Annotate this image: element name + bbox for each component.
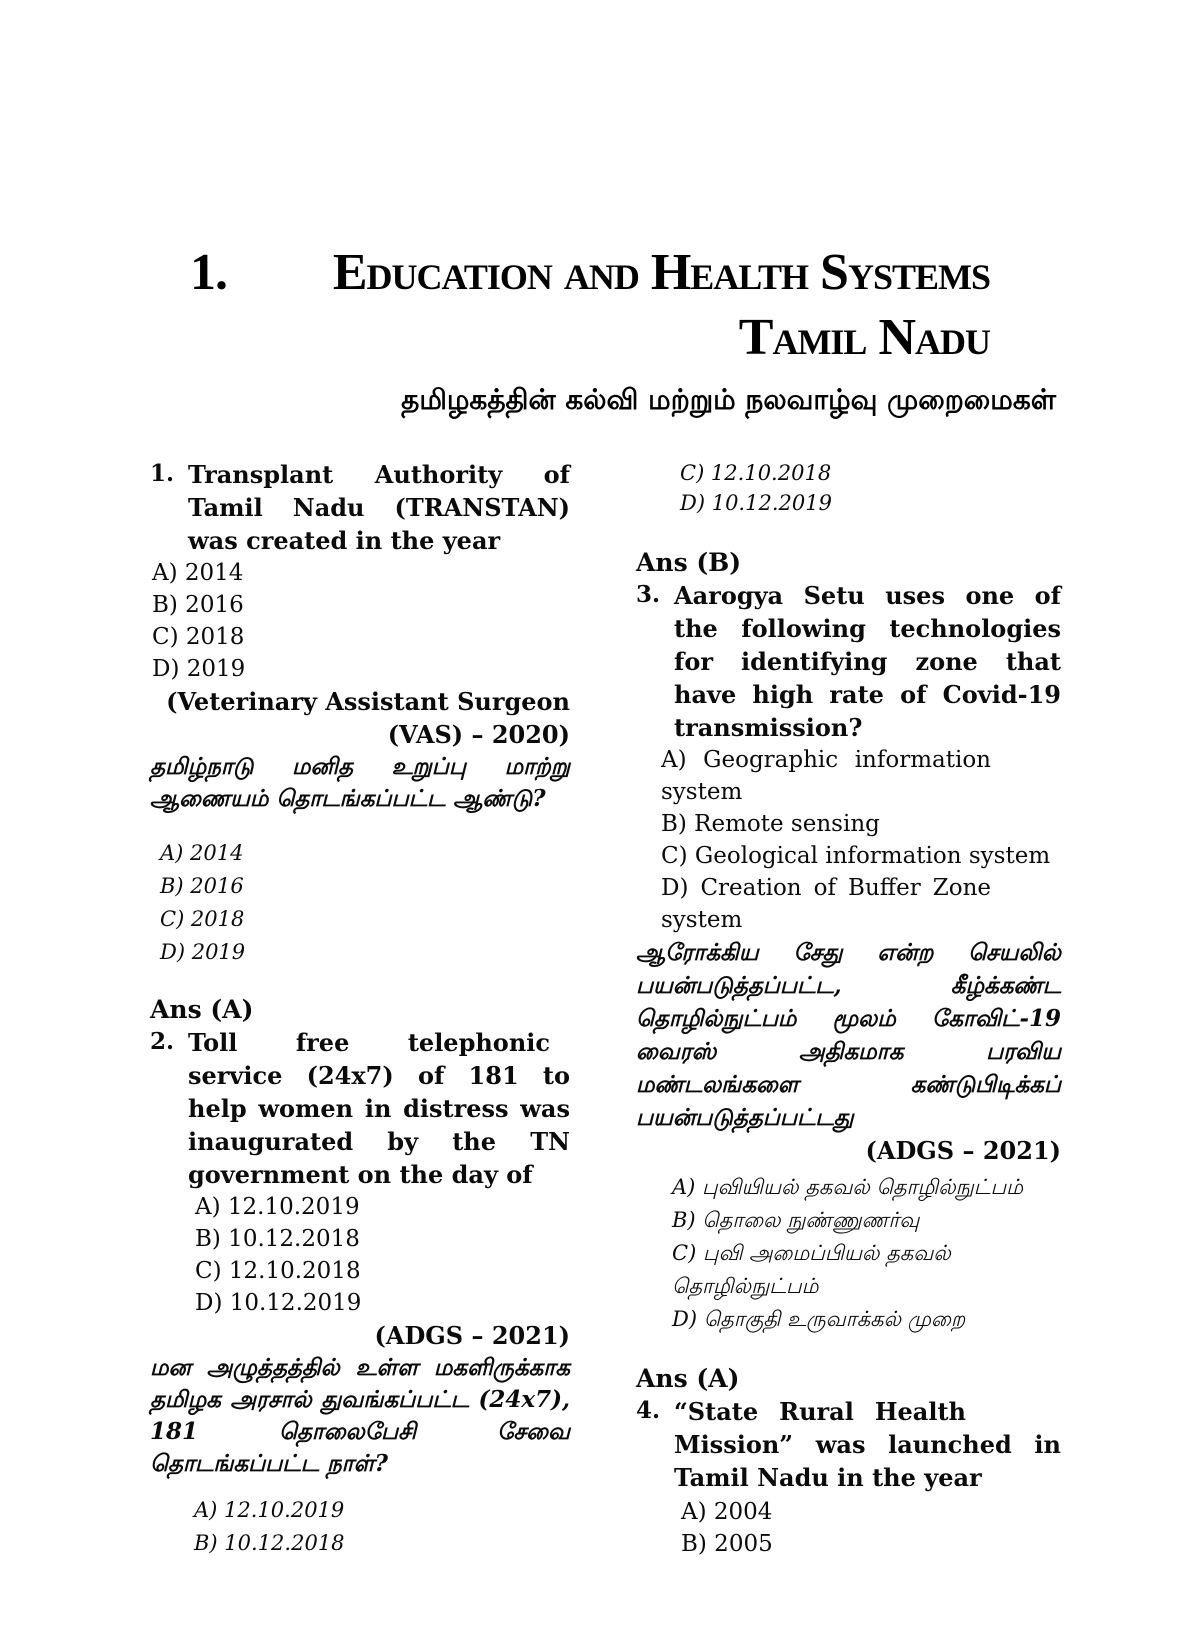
question-text: Toll free telephonic service (24x7) of 181 to help women in distress was inaugurated by the TN government on the day of [188, 1028, 570, 1189]
option-b: B) 2016 [152, 592, 244, 618]
right-column [636, 452, 1061, 1560]
option-b: B) 10.12.2018 [195, 1226, 360, 1252]
question-text-tamil: ஆரோக்கிய சேது என்ற செயலில் பயன்படுத்தப்பட்ட, கீழ்க்கண்ட தொழில்நுட்பம் மூலம் கோவிட்-19 வைரஸ் அதிகமாக பரவிய மண்டலங்களை கண்டுபிடிக்கப் பயன்படுத்தப்பட்டது [636, 939, 1061, 1131]
answer-label: Ans (A) [636, 1364, 740, 1393]
question-number: 4. [636, 1397, 661, 1424]
options-list [636, 1496, 1061, 1560]
question-4 [636, 1395, 1061, 1560]
question-3 [636, 579, 1061, 1395]
options-list-tamil [150, 1494, 570, 1560]
chapter-title-line2: Tamil Nadu [738, 309, 990, 366]
exam-source-tag: (ADGS – 2021) [865, 1136, 1061, 1165]
options-list-tamil [636, 1171, 1061, 1336]
question-text-tamil: மன அழுத்தத்தில் உள்ள மகளிருக்காக தமிழக அரசால் துவங்கப்பட்ட (24x7), 181 தொலைபேசி சேவை தொடங்கப்பட்ட நாள்? [150, 1354, 570, 1477]
option-c: C) 12.10.2018 [680, 461, 832, 485]
question-text: “State Rural Health Mission” was launched in Tamil Nadu in the year [674, 1397, 1061, 1492]
option-b: B) Remote sensing [661, 811, 880, 837]
option-b: B) 2016 [160, 874, 244, 898]
options-list-tamil [150, 837, 570, 969]
options-list [150, 1191, 570, 1319]
question-text-tamil: தமிழ்நாடு மனித உறுப்பு மாற்று ஆணையம் தொடங்கப்பட்ட ஆண்டு? [150, 753, 570, 812]
question-2 [150, 1026, 570, 1560]
option-d: D) Creation of Buffer Zone system [661, 875, 991, 933]
question-number: 3. [636, 581, 661, 608]
answer-label: Ans (A) [150, 995, 254, 1024]
question-text: Aarogya Setu uses one of the following technologies for identifying zone that have high rate of Covid-19 transmission? [674, 581, 1061, 742]
option-d: D) தொகுதி உருவாக்கல் முறை [672, 1307, 966, 1331]
option-a: A) 12.10.2019 [195, 1194, 360, 1220]
question-2-continued [636, 458, 1061, 579]
option-c: C) Geological information system [661, 843, 1051, 869]
exam-source-tag: (ADGS – 2021) [374, 1321, 570, 1350]
chapter-title-line1: Education and Health Systems [332, 244, 990, 301]
option-a: A) 2014 [152, 560, 244, 586]
chapter-number: 1. [190, 244, 227, 301]
option-b: B) 2005 [681, 1531, 773, 1557]
option-a: A) 2014 [160, 841, 244, 865]
question-number: 1. [150, 460, 175, 487]
question-text: Transplant Authority of Tamil Nadu (TRANSTAN) was created in the year [188, 460, 570, 555]
exam-source-tag: (Veterinary Assistant Surgeon (VAS) – 2020) [166, 687, 570, 749]
option-b: B) தொலை நுண்ணுணர்வு [672, 1208, 920, 1232]
option-b: B) 10.12.2018 [194, 1531, 345, 1555]
option-a: A) 2004 [681, 1499, 773, 1525]
question-number: 2. [150, 1028, 175, 1055]
left-column [150, 452, 570, 1560]
option-d: D) 10.12.2019 [195, 1290, 362, 1316]
question-1 [150, 458, 570, 1026]
options-list-tamil [636, 458, 1061, 518]
option-c: C) 2018 [160, 907, 245, 931]
option-a: A) புவியியல் தகவல் தொழில்நுட்பம் [672, 1175, 1024, 1199]
option-a: A) 12.10.2019 [194, 1498, 345, 1522]
option-a: A) Geographic information system [661, 747, 991, 805]
options-list [150, 557, 570, 685]
option-c: C) 2018 [152, 624, 245, 650]
option-c: C) 12.10.2018 [195, 1258, 361, 1284]
answer-label: Ans (B) [636, 548, 742, 577]
option-d: D) 10.12.2019 [680, 491, 832, 515]
option-d: D) 2019 [160, 940, 246, 964]
options-list [636, 744, 1061, 936]
option-c: C) புவி அமைப்பியல் தகவல் தொழில்நுட்பம் [672, 1241, 951, 1298]
chapter-subtitle-tamil: தமிழகத்தின் கல்வி மற்றும் நலவாழ்வு முறைமைகள் [401, 383, 1056, 416]
option-d: D) 2019 [152, 656, 246, 682]
chapter-header [190, 240, 990, 370]
